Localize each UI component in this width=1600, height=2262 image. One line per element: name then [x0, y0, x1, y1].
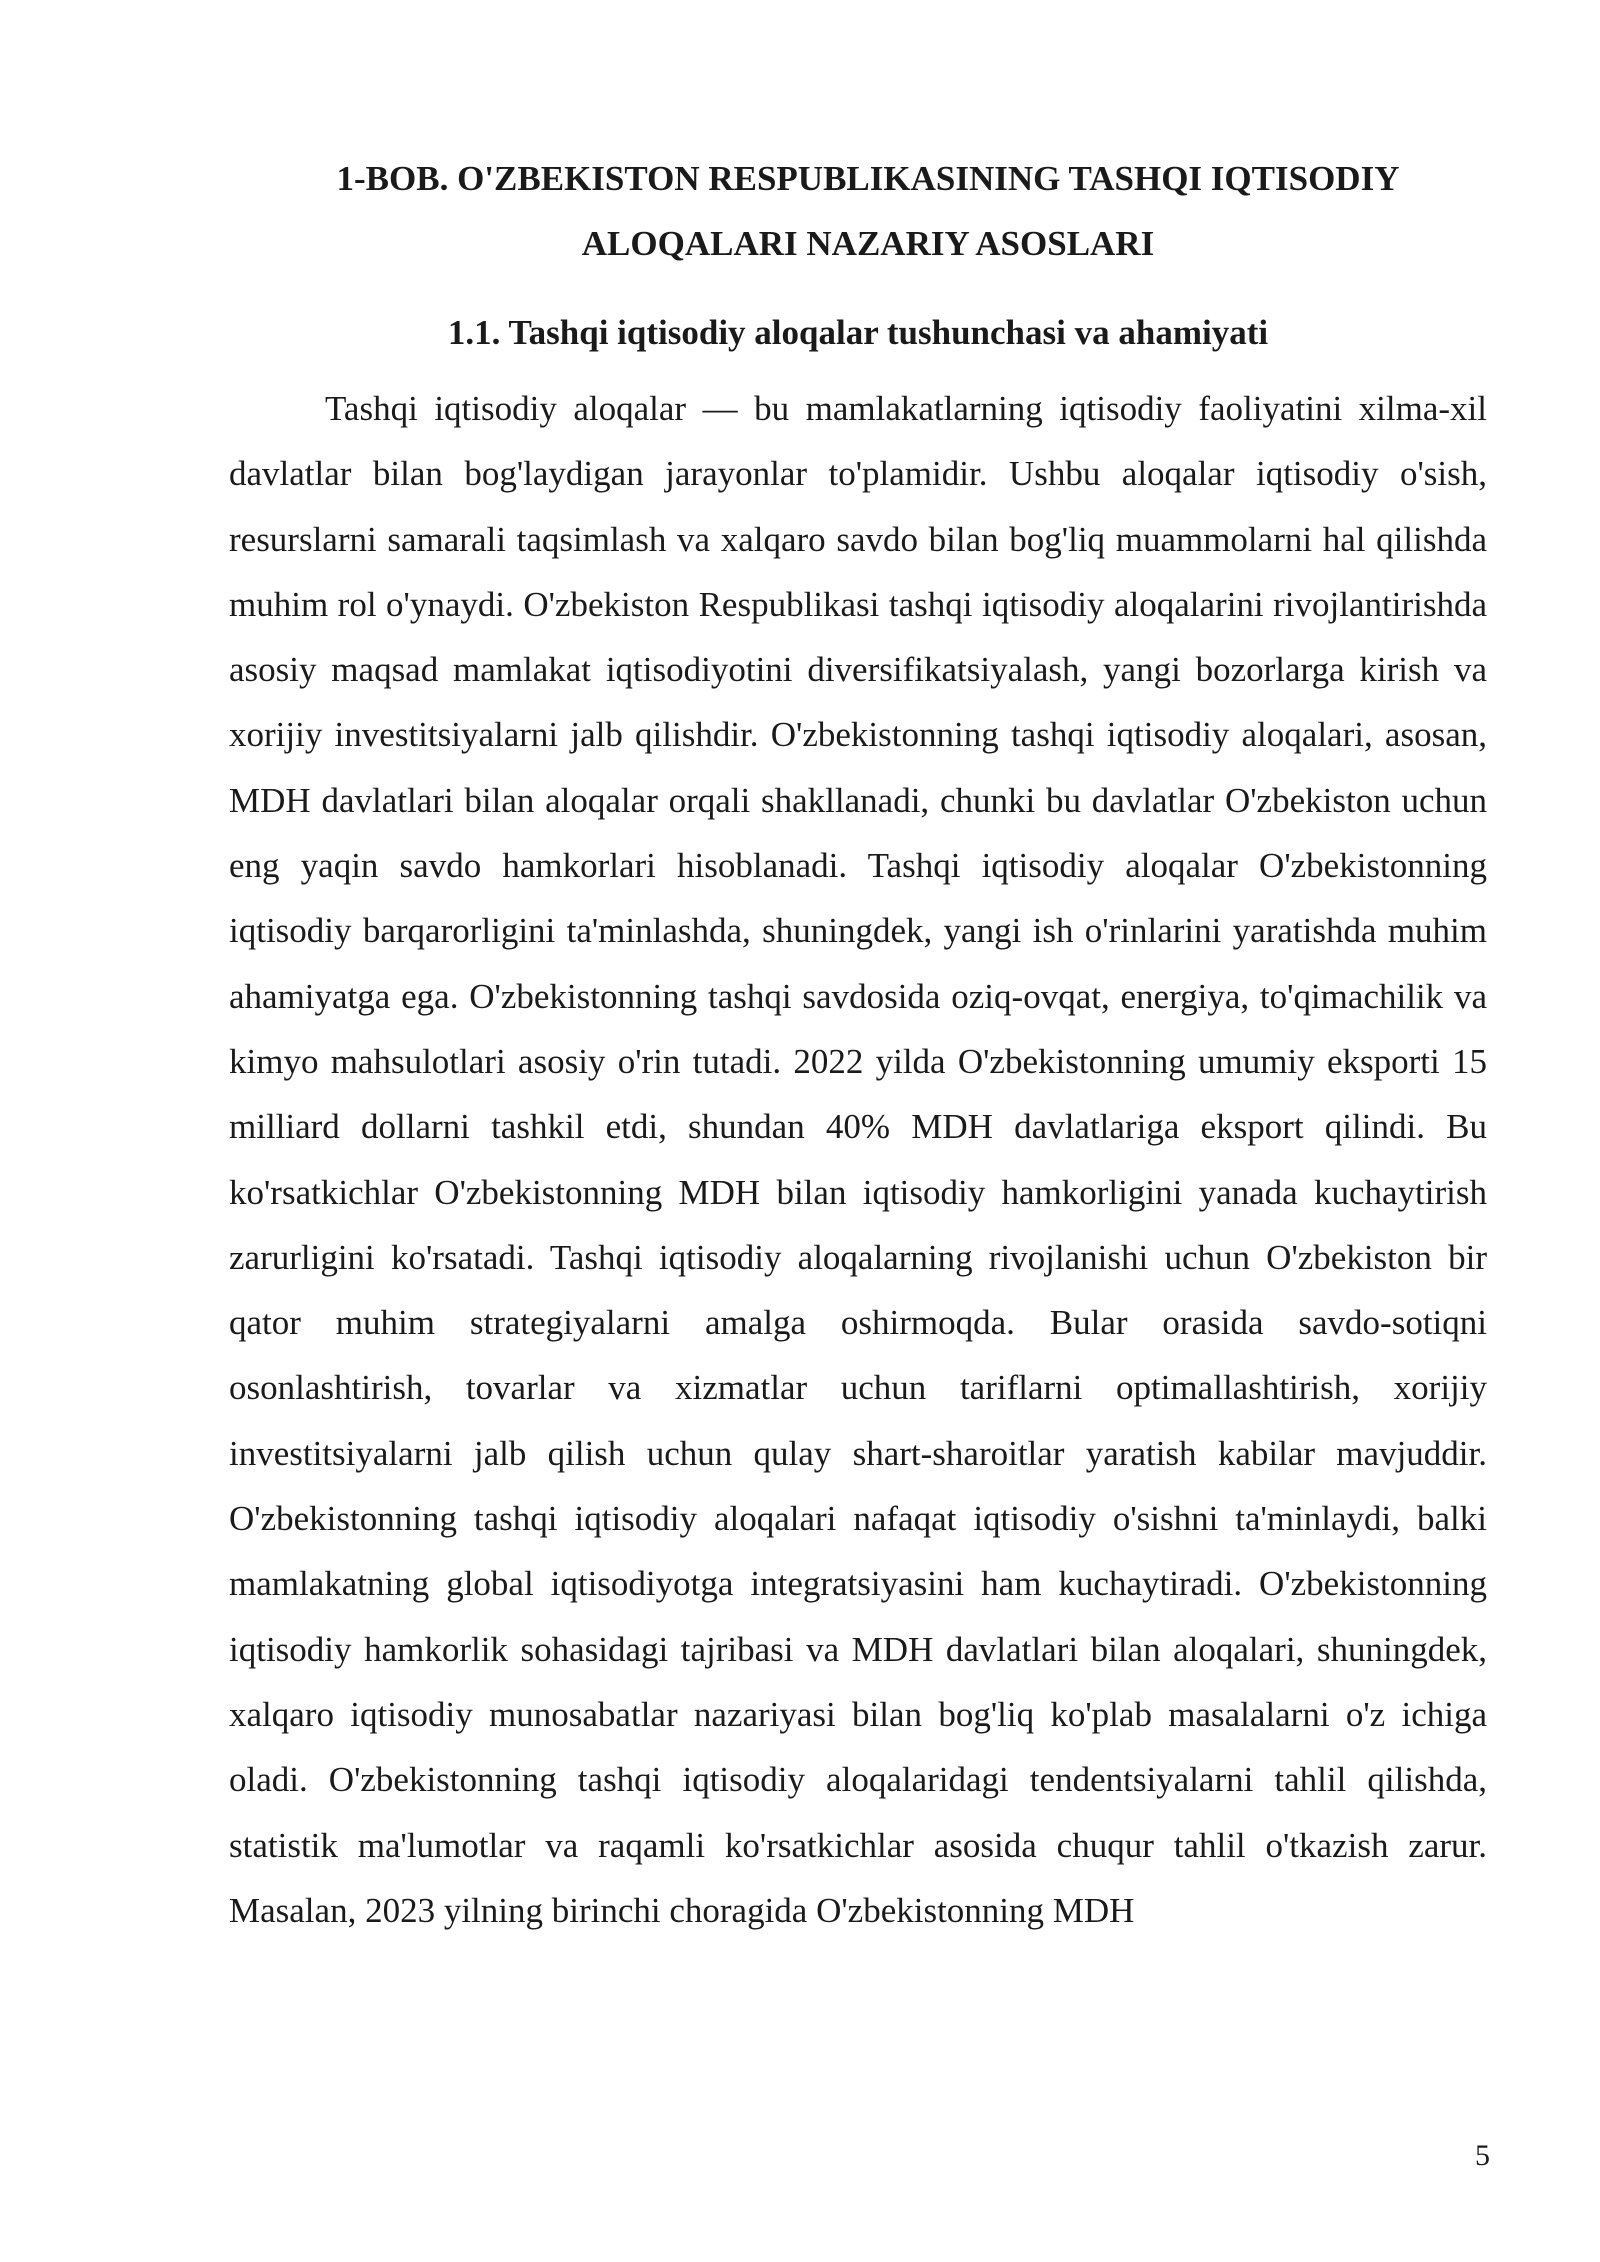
chapter-title-line-1: 1-BOB. O'ZBEKISTON RESPUBLIKASINING TASHQI IQTISODIY — [336, 159, 1400, 198]
section-title: 1.1. Tashqi iqtisodiy aloqalar tushunchasi va ahamiyati — [447, 313, 1269, 352]
chapter-title-line-2: ALOQALARI NAZARIY ASOSLARI — [581, 224, 1155, 263]
page-number: 5 — [1475, 2139, 1490, 2172]
body-paragraph: Tashqi iqtisodiy aloqalar — bu mamlakatlarning iqtisodiy faoliyatini xilma-xil davlatlar bilan bog'laydigan jarayonlar to'plamidir. Ushbu aloqalar iqtisodiy o'sish, resurslarni samarali taqsimlash va xalqaro savdo bilan bog'liq muammolarni hal qilishda muhim rol o'ynaydi. O'zbekiston Respublikasi tashqi iqtisodiy aloqalarini rivojlantirishda asosiy maqsad mamlakat iqtisodiyotini diversifikatsiyalash, yangi bozorlarga kirish va xorijiy investitsiyalarni jalb qilishdir. O'zbekistonning tashqi iqtisodiy aloqalari, asosan, MDH davlatlari bilan aloqalar orqali shakllanadi, chunki bu davlatlar O'zbekiston uchun eng yaqin savdo hamkorlari hisoblanadi. Tashqi iqtisodiy aloqalar O'zbekistonning iqtisodiy barqarorligini ta'minlashda, shuningdek, yangi ish o'rinlarini yaratishda muhim ahamiyatga ega. O'zbekistonning tashqi savdosida oziq-ovqat, energiya, to'qimachilik va kimyo mahsulotlari asosiy o'rin tutadi. 2022 yilda O'zbekistonning umumiy eksporti 15 milliard dollarni tashkil etdi, shundan 40% MDH davlatlariga eksport qilindi. Bu ko'rsatkichlar O'zbekistonning MDH bilan iqtisodiy hamkorligini yanada kuchaytirish zarurligini ko'rsatadi. Tashqi iqtisodiy aloqalarning rivojlanishi uchun O'zbekiston bir qator muhim strategiyalarni amalga oshirmoqda. Bular orasida savdo-sotiqni osonlashtirish, tovarlar va xizmatlar uchun tariflarni optimallashtirish, xorijiy investitsiyalarni jalb qilish uchun qulay shart-sharoitlar yaratish kabilar mavjuddir. O'zbekistonning tashqi iqtisodiy aloqalari nafaqat iqtisodiy o'sishni ta'minlaydi, balki mamlakatning global iqtisodiyotga integratsiyasini ham kuchaytiradi. O'zbekistonning iqtisodiy hamkorlik sohasidagi tajribasi va MDH davlatlari bilan aloqalari, shuningdek, xalqaro iqtisodiy munosabatlar nazariyasi bilan bog'liq ko'plab masalalarni o'z ichiga oladi. O'zbekistonning tashqi iqtisodiy aloqalaridagi tendentsiyalarni tahlil qilishda, statistik ma'lumotlar va raqamli ko'rsatkichlar asosida chuqur tahlil o'tkazish zarur. Masalan, 2023 yilning birinchi choragida O'zbekistonning MDH — [229, 389, 1487, 1930]
chapter-title — [229, 146, 1487, 276]
page-content — [229, 146, 1487, 1943]
